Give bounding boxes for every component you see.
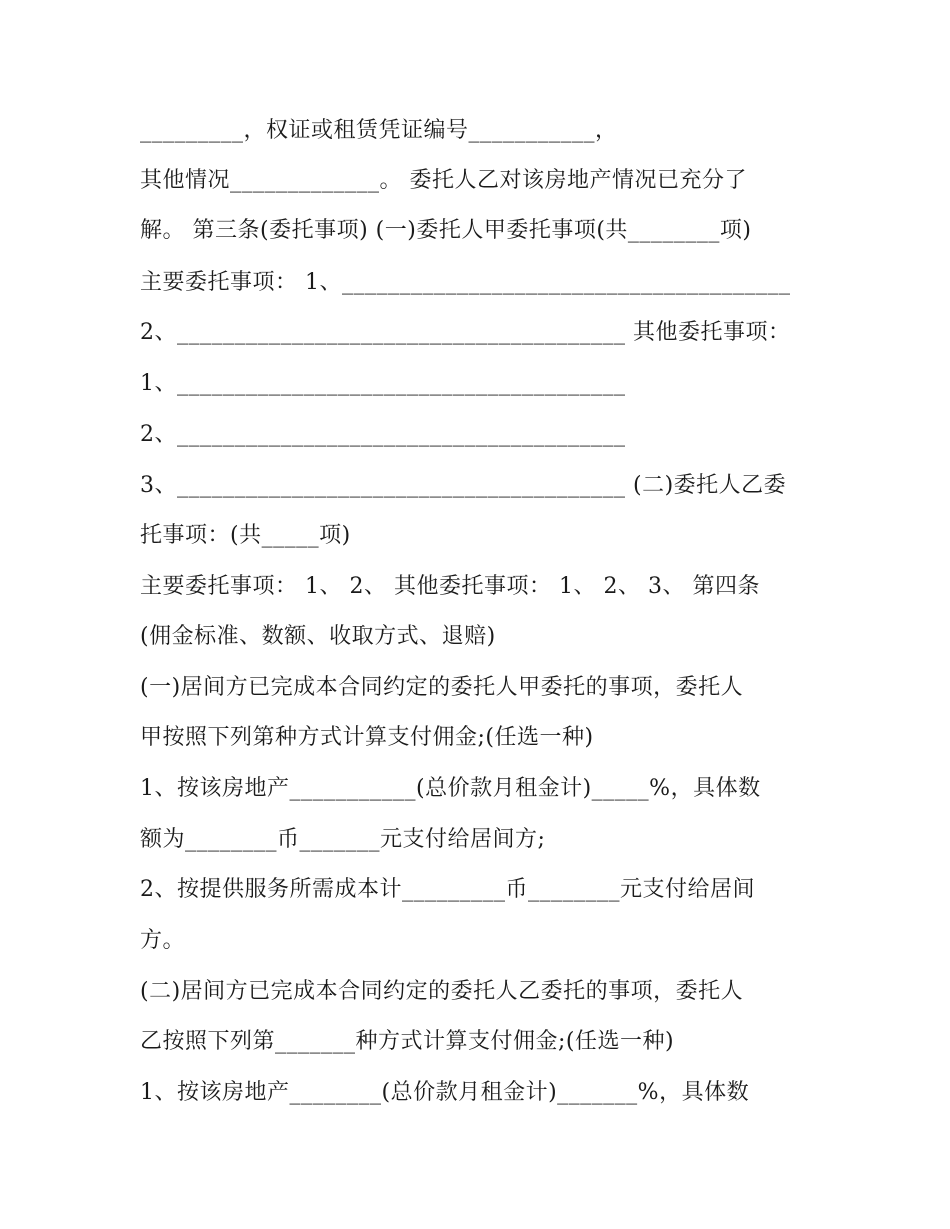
text-line: 1、按该房地产________(总价款月租金计)_______%，具体数 <box>140 1080 750 1105</box>
text-line: (二)居间方已完成本合同约定的委托人乙委托的事项，委托人 <box>140 979 744 1004</box>
text-line: 乙按照下列第_______种方式计算支付佣金;(任选一种) <box>140 1029 675 1054</box>
text-line: 额为________币_______元支付给居间方; <box>140 827 546 852</box>
text-line: 1、按该房地产___________(总价款月租金计)_____%，具体数 <box>140 776 761 801</box>
text-line: _________，权证或租赁凭证编号___________， <box>140 118 618 143</box>
text-line: 2、按提供服务所需成本计_________币________元支付给居间 <box>140 877 755 902</box>
text-line: (佣金标准、数额、收取方式、退赔) <box>140 624 496 649</box>
text-line: (一)居间方已完成本合同约定的委托人甲委托的事项，委托人 <box>140 675 744 700</box>
text-line: 解。 第三条(委托事项) (一)委托人甲委托事项(共________项) <box>140 218 752 243</box>
text-line: 主要委托事项： 1、_______________________________________ <box>140 270 791 295</box>
text-line: 3、_______________________________________ (二)委托人乙委 <box>140 473 787 498</box>
text-line: 其他情况_____________。 委托人乙对该房地产情况已充分了 <box>140 168 747 193</box>
text-line: 甲按照下列第种方式计算支付佣金;(任选一种) <box>140 725 594 750</box>
text-line: 方。 <box>140 928 186 953</box>
text-line: 2、_______________________________________ 其他委托事项： <box>140 320 791 345</box>
text-line: 主要委托事项： 1、 2、 其他委托事项： 1、 2、 3、 第四条 <box>140 574 760 599</box>
text-line: 1、_______________________________________ <box>140 371 626 396</box>
text-line: 2、_______________________________________ <box>140 422 626 447</box>
text-line: 托事项：(共_____项) <box>140 523 351 548</box>
